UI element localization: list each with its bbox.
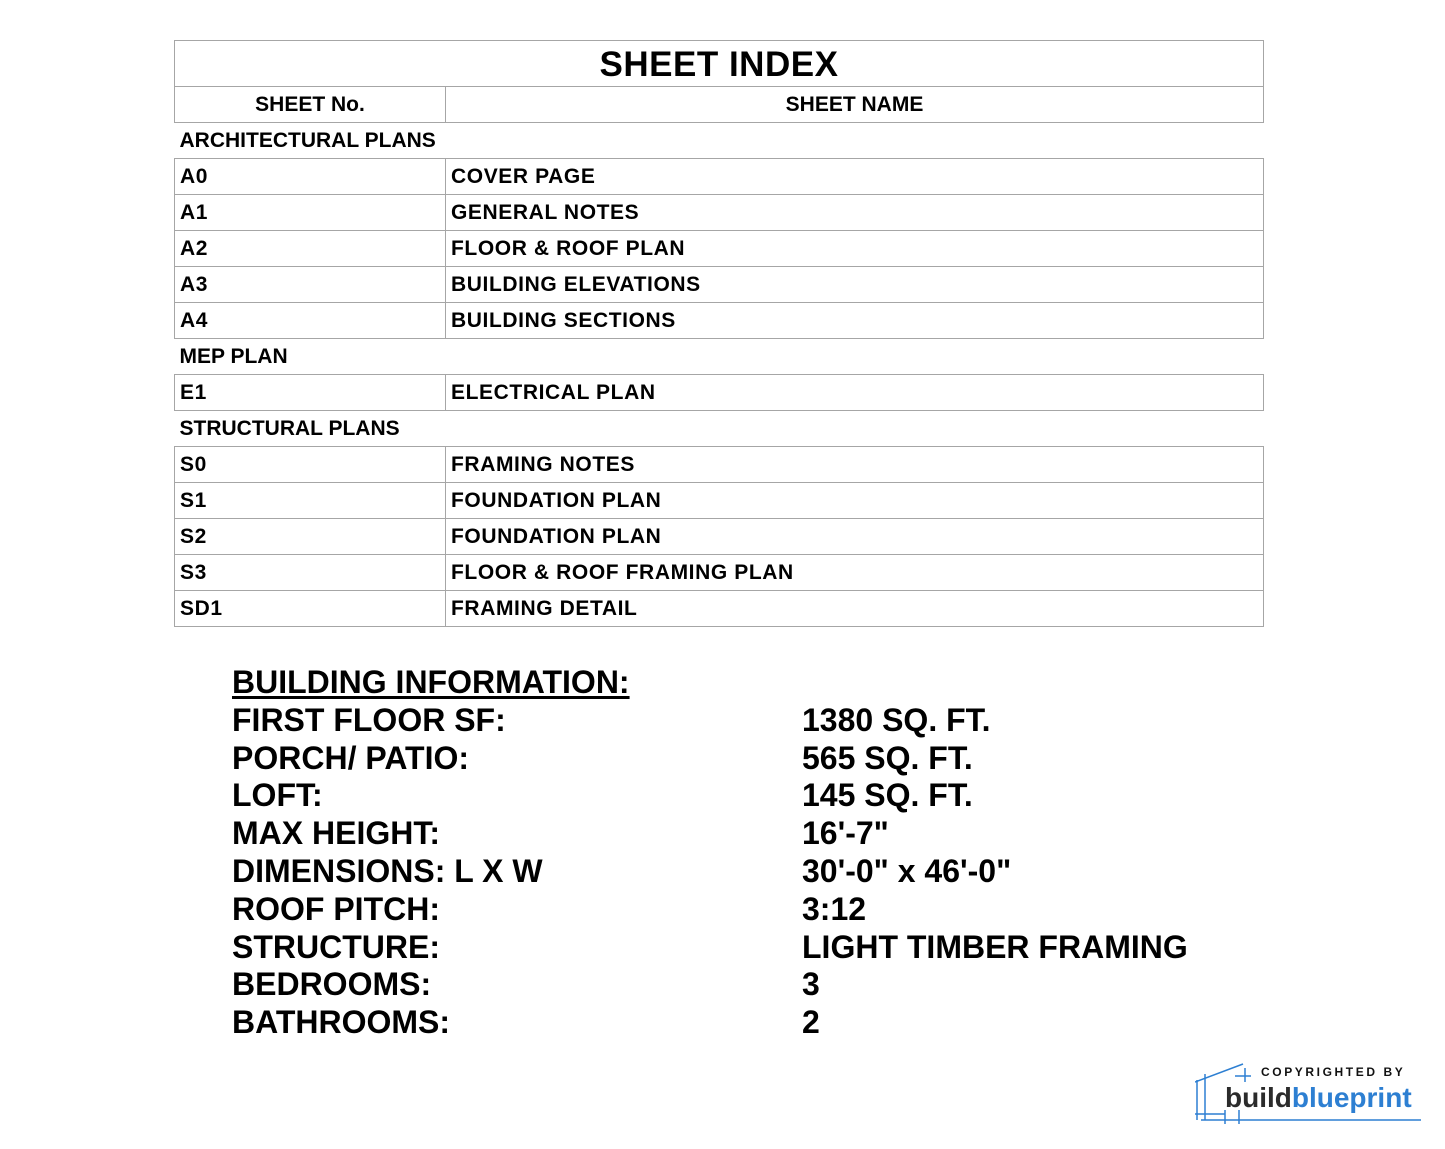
building-info-row: [232, 702, 1232, 740]
copyright-label: COPYRIGHTED BY: [1261, 1065, 1406, 1079]
building-info-value: 2: [802, 1004, 820, 1041]
sheet-name: ELECTRICAL PLAN: [446, 375, 1264, 411]
building-info-row: [232, 740, 1232, 778]
brand-logo: [1225, 1082, 1412, 1114]
section-heading: ARCHITECTURAL PLANS: [175, 123, 1264, 159]
sheet-number: S2: [175, 519, 446, 555]
building-info-value: 30'-0" x 46'-0": [802, 852, 1012, 889]
building-info-row: [232, 891, 1232, 929]
section-row: [175, 123, 1264, 159]
building-info-row: [232, 853, 1232, 891]
table-row: [175, 159, 1264, 195]
sheet-name: FOUNDATION PLAN: [446, 519, 1264, 555]
sheet-name: BUILDING ELEVATIONS: [446, 267, 1264, 303]
building-info-label: PORCH/ PATIO:: [232, 739, 470, 776]
building-info-row: [232, 966, 1232, 1004]
sheet-number: SD1: [175, 591, 446, 627]
table-row: [175, 375, 1264, 411]
table-row: [175, 267, 1264, 303]
column-header-sheet-no: SHEET No.: [175, 87, 446, 123]
building-information-heading: BUILDING INFORMATION:: [232, 664, 630, 700]
table-row: [175, 303, 1264, 339]
building-info-row: [232, 929, 1232, 967]
sheet-index-title-row: [175, 41, 1264, 87]
building-info-value: 565 SQ. FT.: [802, 739, 973, 776]
table-row: [175, 591, 1264, 627]
sheet-number: S0: [175, 447, 446, 483]
table-row: [175, 519, 1264, 555]
table-row: [175, 555, 1264, 591]
sheet-index-table: [174, 40, 1264, 627]
sheet-number: A1: [175, 195, 446, 231]
building-info-value: LIGHT TIMBER FRAMING: [802, 928, 1188, 965]
sheet-number: E1: [175, 375, 446, 411]
sheet-name: GENERAL NOTES: [446, 195, 1264, 231]
building-info-row: [232, 1004, 1232, 1042]
section-row: [175, 411, 1264, 447]
sheet-number: A2: [175, 231, 446, 267]
building-info-value: 16'-7": [802, 815, 889, 852]
sheet-name: COVER PAGE: [446, 159, 1264, 195]
building-info-value: 1380 SQ. FT.: [802, 701, 991, 738]
table-row: [175, 231, 1264, 267]
table-row: [175, 195, 1264, 231]
building-info-row: [232, 815, 1232, 853]
sheet-name: FRAMING NOTES: [446, 447, 1264, 483]
building-info-value: 3:12: [802, 890, 867, 927]
sheet-name: FLOOR & ROOF PLAN: [446, 231, 1264, 267]
sheet-number: A3: [175, 267, 446, 303]
building-info-label: DIMENSIONS: L X W: [232, 852, 543, 889]
building-info-label: MAX HEIGHT:: [232, 815, 440, 852]
sheet-number: A4: [175, 303, 446, 339]
building-info-label: BATHROOMS:: [232, 1004, 451, 1041]
sheet-index-title: SHEET INDEX: [175, 41, 1264, 87]
building-information: [232, 664, 1232, 1042]
building-info-label: LOFT:: [232, 777, 323, 814]
building-info-value: 145 SQ. FT.: [802, 777, 973, 814]
brand-blueprint-text: blueprint: [1291, 1082, 1412, 1113]
section-heading: MEP PLAN: [175, 339, 1264, 375]
building-info-label: FIRST FLOOR SF:: [232, 701, 506, 738]
building-info-label: ROOF PITCH:: [232, 890, 440, 927]
building-info-label: BEDROOMS:: [232, 966, 432, 1003]
table-row: [175, 483, 1264, 519]
section-heading: STRUCTURAL PLANS: [175, 411, 1264, 447]
table-row: [175, 447, 1264, 483]
sheet-number: A0: [175, 159, 446, 195]
sheet-number: S1: [175, 483, 446, 519]
sheet-number: S3: [175, 555, 446, 591]
sheet-name: FLOOR & ROOF FRAMING PLAN: [446, 555, 1264, 591]
column-header-sheet-name: SHEET NAME: [446, 87, 1264, 123]
sheet-name: FRAMING DETAIL: [446, 591, 1264, 627]
sheet-name: BUILDING SECTIONS: [446, 303, 1264, 339]
building-info-value: 3: [802, 966, 820, 1003]
sheet-name: FOUNDATION PLAN: [446, 483, 1264, 519]
building-info-row: [232, 777, 1232, 815]
brand-build-text: build: [1225, 1082, 1292, 1113]
copyright-badge: [1195, 1062, 1425, 1124]
section-row: [175, 339, 1264, 375]
building-info-label: STRUCTURE:: [232, 928, 440, 965]
sheet-index-header-row: [175, 87, 1264, 123]
